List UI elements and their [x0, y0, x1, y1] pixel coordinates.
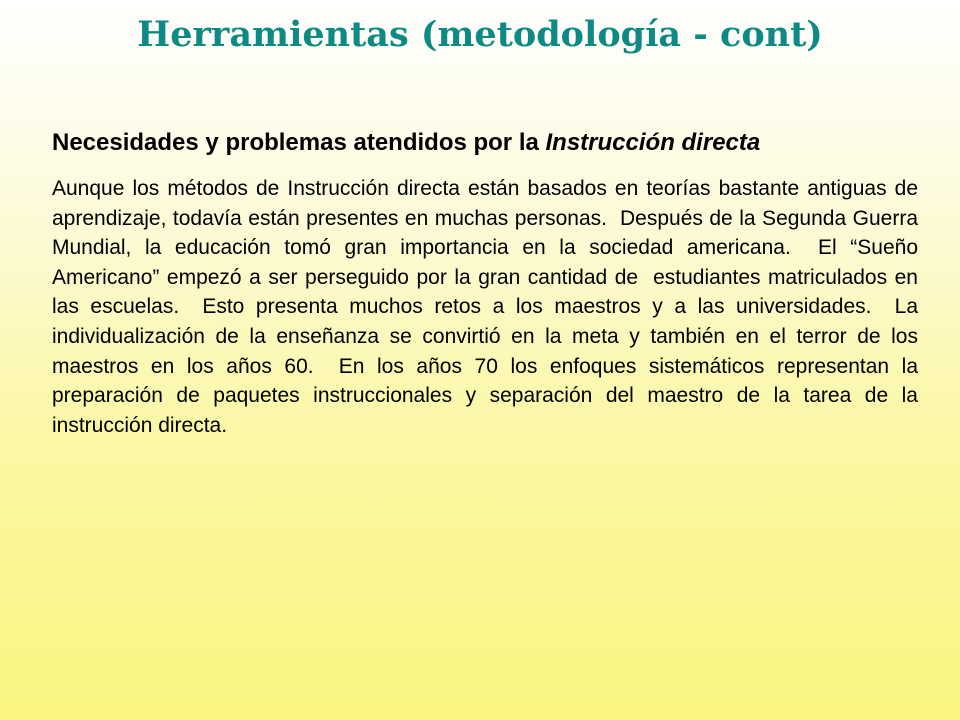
body-paragraph: Aunque los métodos de Instrucción directa están basados en teorías bastante antiguas de aprendizaje, todavía están presentes en muchas personas. Después de la Segunda Guerra Mundial, la educación tomó gran importancia en la sociedad americana. El “Sueño Americano” empezó a ser perseguido por la gran cantidad de estudiantes matriculados en las escuelas. Esto presenta muchos retos a los maestros y a las universidades. La individualización de la enseñanza se convirtió en la meta y también en el terror de los maestros en los años 60. En los años 70 los enfoques sistemáticos representan la preparación de paquetes instruccionales y separación del maestro de la tarea de la instrucción directa.	[52, 177, 924, 437]
slide-title: Herramientas (metodología - cont)	[137, 14, 823, 55]
section-heading-emphasis: Instrucción directa	[545, 129, 761, 156]
section-heading	[52, 126, 918, 160]
slide-content	[52, 126, 924, 440]
section-heading-prefix: Necesidades y problemas atendidos por la	[52, 129, 546, 156]
